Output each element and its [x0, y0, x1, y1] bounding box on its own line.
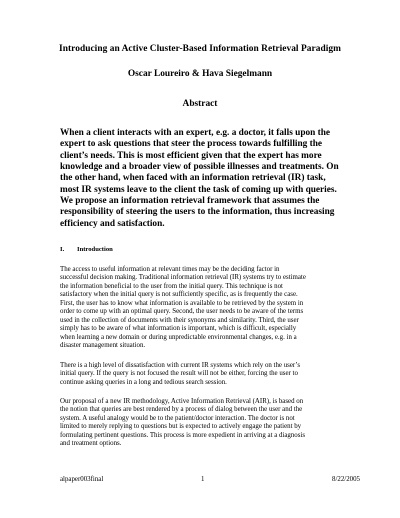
- abstract-line: responsibility of steering the users to the information, thus increasing: [60, 207, 335, 218]
- body-line: There is a high level of dissatisfaction with current IR systems which rely on the user’s: [60, 362, 301, 369]
- body-line: First, the user has to know what information is available to be retrieved by the system in: [60, 299, 304, 307]
- body-line: disaster management situation.: [60, 342, 146, 350]
- page-number: 1: [201, 476, 205, 483]
- body-line: simply has to be aware of what information is important, which is difficult, especially: [60, 325, 297, 333]
- abstract-line: When a client interacts with an expert, e.g. a doctor, it falls upon the: [60, 128, 331, 138]
- section-number: I.: [60, 246, 65, 253]
- abstract-line: client’s needs. This is most efficient given that the expert has more: [60, 150, 322, 161]
- abstract-line: efficiency and satisfaction.: [60, 218, 165, 229]
- body-line: formulating pertinent questions. This process is more expedient in arriving at a diagnosis: [60, 431, 306, 439]
- body-line: initial query. If the query is not focused the result will not be either, forcing the user to: [60, 370, 298, 378]
- body-line: the information beneficial to the user from the initial query. This technique is not: [60, 282, 283, 290]
- body-line: The access to useful information at relevant times may be the deciding factor in: [60, 266, 280, 273]
- footer-filename: alpaper003final: [60, 476, 104, 483]
- body-line: when learning a new domain or during unpredictable environmental changes, e.g. in a: [60, 333, 297, 341]
- abstract-line: We propose an information retrieval framework that assumes the: [60, 196, 320, 207]
- section-heading: [60, 246, 113, 253]
- body-line: satisfactory when the initial query is not sufficiently specific, as is frequently the case.: [60, 291, 298, 299]
- abstract-line: most IR systems leave to the client the task of coming up with queries.: [60, 184, 337, 195]
- abstract-line: the other hand, when faced with an information retrieval (IR) task,: [60, 173, 326, 184]
- body-line: the notion that queries are best rendered by a process of dialog between the user and the: [60, 406, 303, 414]
- abstract-line: knowledge and a broader view of possible illnesses and treatments. On: [60, 162, 339, 173]
- body-paragraph: [60, 398, 355, 449]
- abstract-line: expert to ask questions that steer the process towards fulfilling the: [60, 139, 323, 150]
- body-line: and treatment options.: [60, 440, 122, 448]
- body-paragraph: [60, 266, 355, 351]
- body-line: limited to merely replying to questions but is expected to actively engage the patient by: [60, 423, 302, 431]
- body-line: Our proposal of a new IR methodology, Active Information Retrieval (AIR), is based on: [60, 398, 304, 405]
- body-line: continue asking queries in a long and tedious search session.: [60, 378, 227, 386]
- body-line: successful decision making. Traditional information retrieval (IR) systems try to estimate: [60, 274, 306, 282]
- abstract-heading: Abstract: [182, 99, 218, 109]
- body-paragraph: [60, 362, 355, 387]
- body-line: order to come up with an optimal query. Second, the user needs to be aware of the terms: [60, 308, 304, 316]
- paper-title: Introducing an Active Cluster-Based Information Retrieval Paradigm: [59, 44, 341, 54]
- body-line: used in the collection of documents with their synonyms and similarity. Third, the user: [60, 316, 299, 324]
- abstract-body: [60, 128, 360, 230]
- footer-date: 8/22/2005: [332, 476, 360, 483]
- body-line: system. A useful analogy would be to the patient/doctor interaction. The doctor is not: [60, 414, 295, 422]
- section-title: Introduction: [77, 246, 113, 253]
- paper-authors: Oscar Loureiro & Hava Siegelmann: [127, 69, 273, 79]
